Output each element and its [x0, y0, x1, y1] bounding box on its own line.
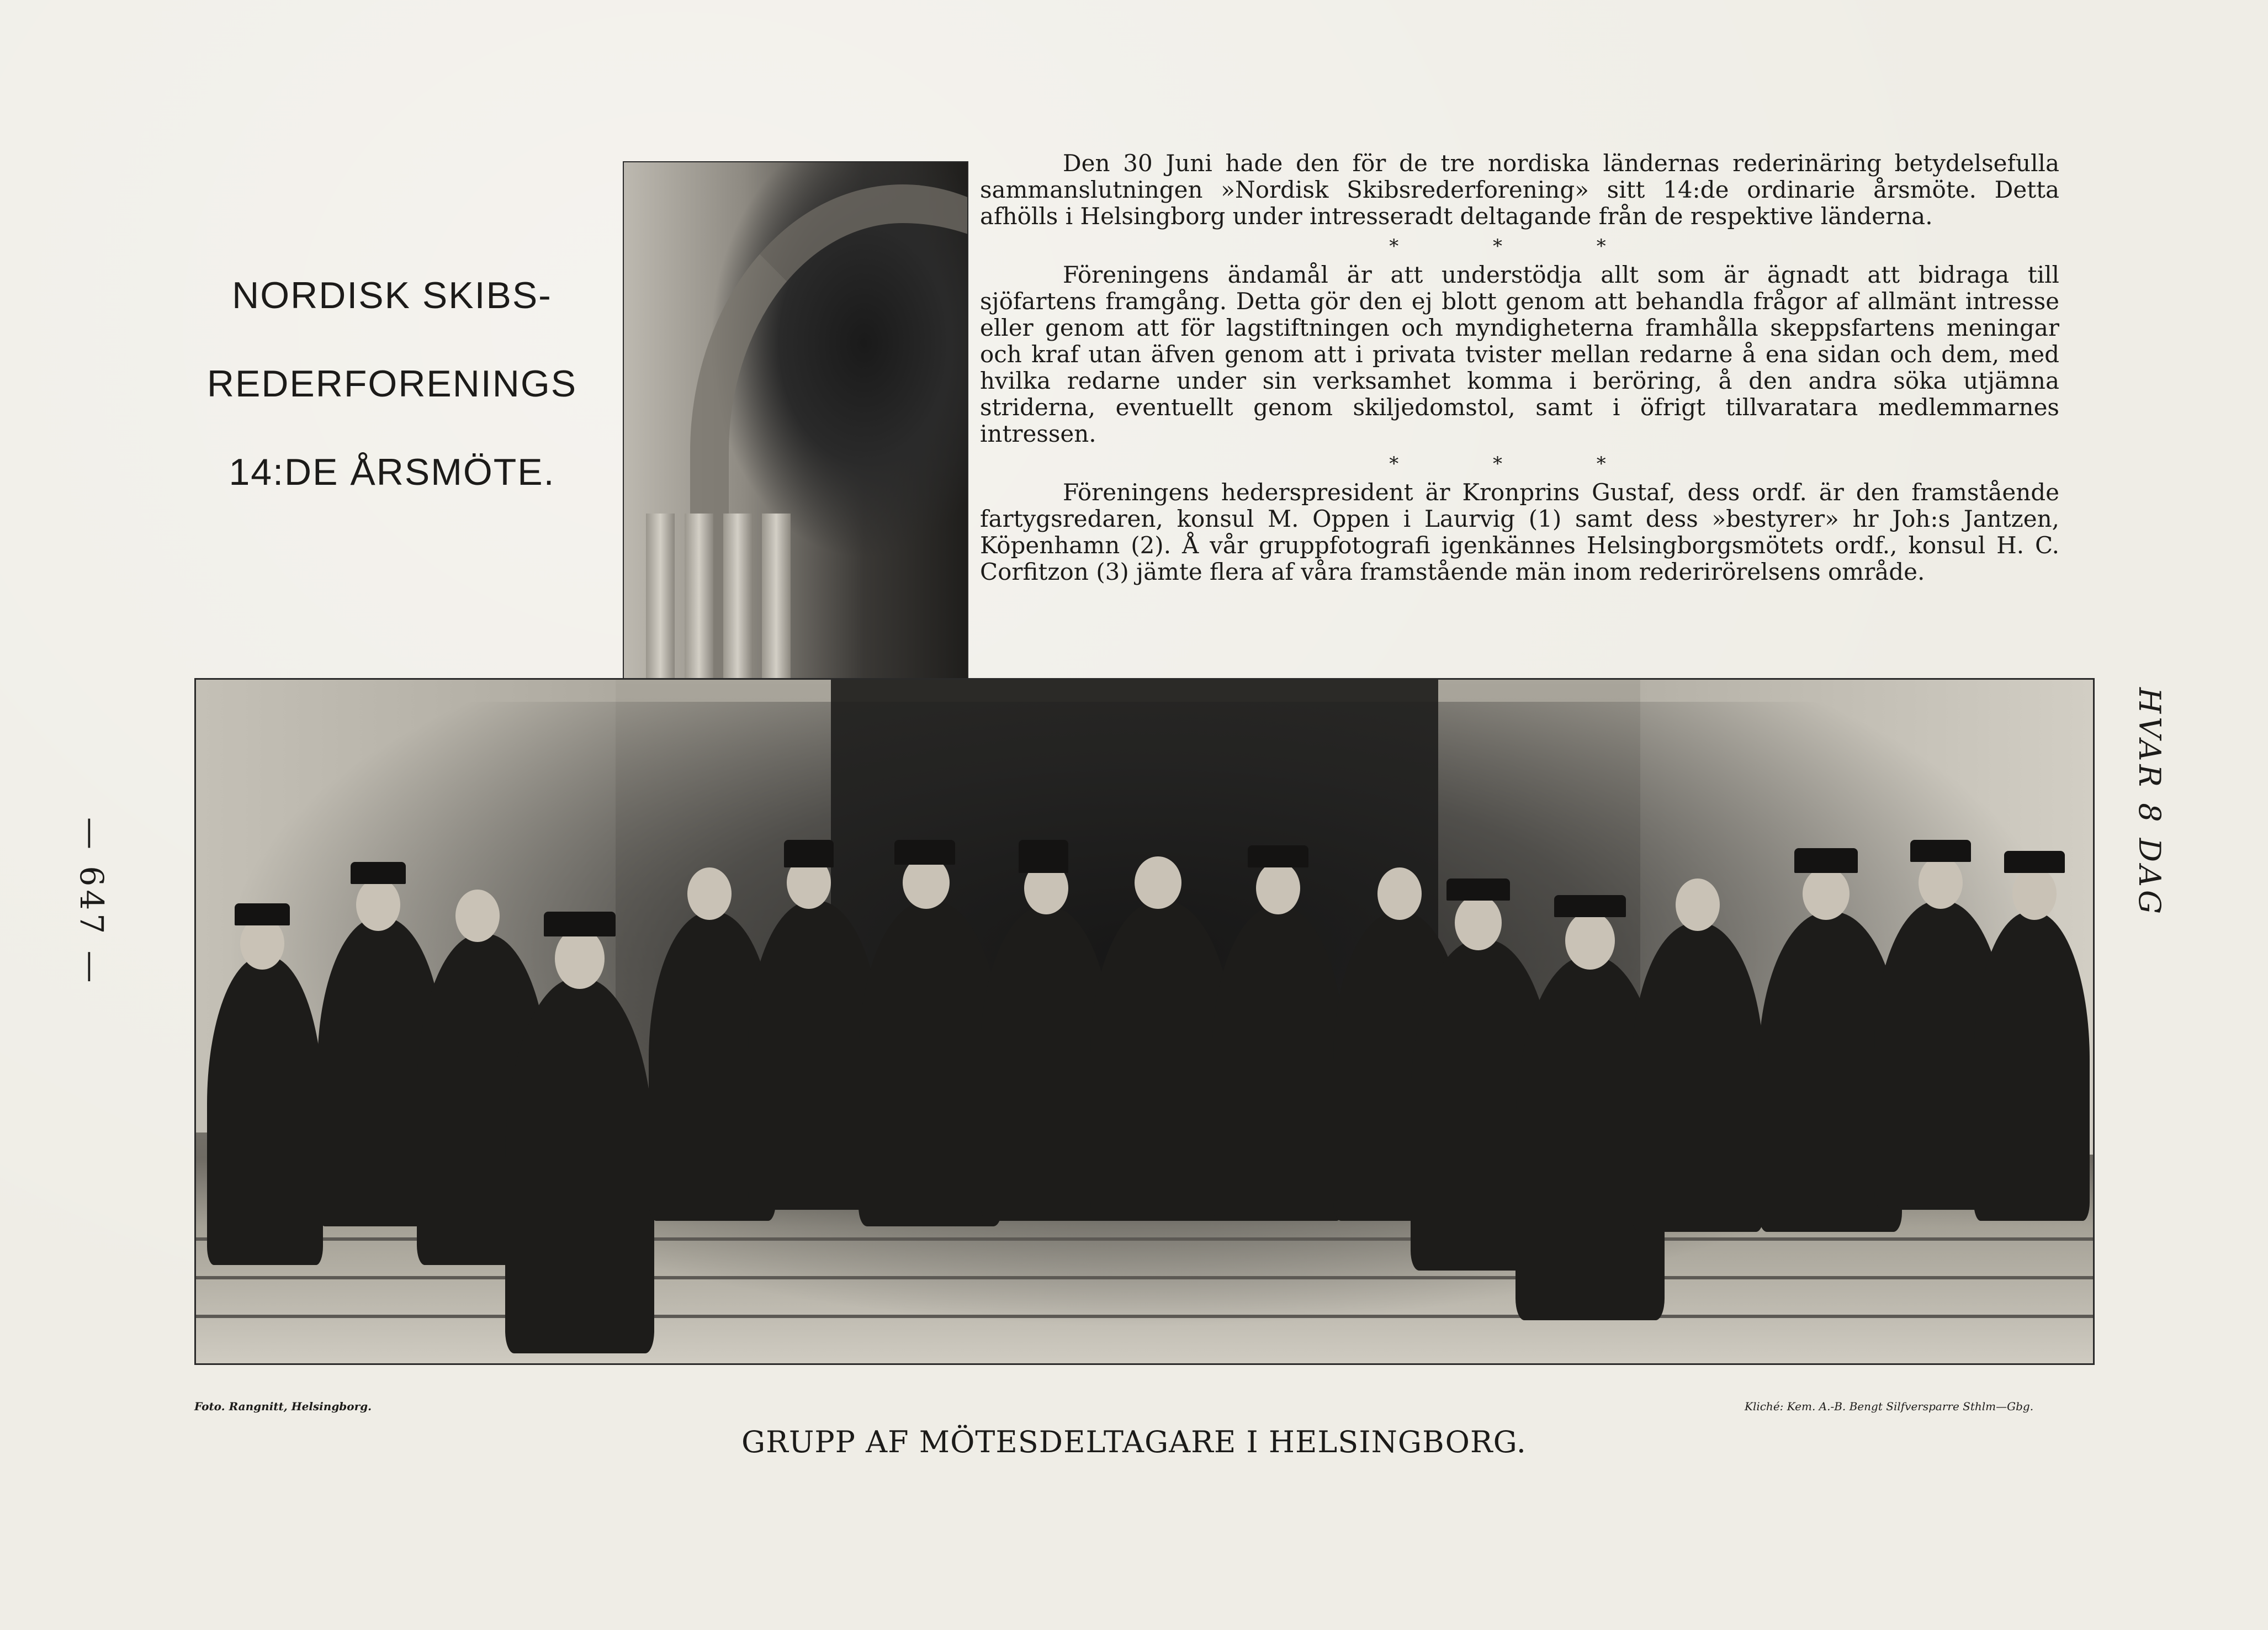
- article-body: [980, 150, 2059, 585]
- hat: [1554, 895, 1626, 917]
- hat: [351, 862, 406, 884]
- person-figure: [505, 978, 654, 1353]
- person-head: [1565, 912, 1615, 970]
- article-paragraph-2: Föreningens ändamål är att understödja allt som är ägnadt att bidraga till sjöfartens framgång. Detta gör den ej blott genom att behandla frågor af allmänt intresse eller genom att för lagstiftningen och myndigheterna framhålla skeppsfartens meningar och kraf utan äfven genom att i privata tvister mellan redarne å ena sidan och dem, med hvilka redarne under sin verksamhet komma i beröring, å den andra söka utjämna striderna, eventuellt genom skiljedomstol, samt i öfrigt tillvaratага medlemmarnes intressen.: [980, 261, 2059, 447]
- person-head: [687, 867, 732, 920]
- person-head: [1135, 856, 1181, 909]
- hat: [894, 840, 955, 865]
- hat: [1794, 848, 1858, 873]
- person-head: [455, 890, 500, 942]
- person-figure: [1631, 923, 1764, 1232]
- person-figure: [1212, 906, 1344, 1221]
- person-head: [1455, 895, 1502, 950]
- person-figure: [207, 956, 323, 1265]
- portal-column: [646, 514, 675, 679]
- top-hat: [784, 840, 834, 867]
- hat: [1248, 845, 1308, 867]
- photo-caption: GRUPP AF MÖTESDELTAGARE I HELSINGBORG.: [741, 1425, 1527, 1459]
- person-head: [1676, 878, 1720, 931]
- person-head: [1919, 856, 1963, 909]
- person-head: [1256, 862, 1300, 914]
- hat: [544, 912, 616, 936]
- person-head: [1377, 867, 1422, 920]
- hat: [1910, 840, 1971, 862]
- top-hat: [1019, 840, 1068, 873]
- group-photograph: [194, 678, 2095, 1365]
- title-line-3: 14:DE ÅRSMÖTE.: [229, 451, 555, 493]
- person-head: [555, 928, 605, 989]
- person-head: [356, 878, 400, 931]
- article-paragraph-3: Föreningens hederspresident är Kronprins Gustaf, dess ordf. är den framstående fartygsredaren, konsul M. Oppen i Laurvig (1) samt dess »bestyrer» hr Joh:s Jantzen, Köpenhamn (2). Å vår gruppfotografi igenkännes Helsingborgsmötets ordf., konsul H. C. Corfitzon (3) jämte flera af våra framstående män inom rederirörelsens område.: [980, 479, 2059, 585]
- church-portal-photo: [623, 161, 968, 680]
- masthead-vertical: HVAR 8 DAG: [2132, 687, 2167, 918]
- article-title: [182, 251, 602, 516]
- section-separator: * * *: [1389, 235, 1650, 257]
- portal-column: [685, 514, 713, 679]
- stair-step: [196, 1315, 2093, 1318]
- section-separator: * * *: [1389, 453, 1650, 475]
- title-line-1: NORDISK SKIBS-: [232, 274, 552, 316]
- portal-column: [762, 514, 791, 679]
- engraving-credit: Kliché: Kem. A.-B. Bengt Silfversparre Sthlm—Gbg.: [1745, 1400, 2034, 1413]
- hat: [235, 903, 290, 925]
- title-line-2: REDERFORENINGS: [206, 363, 577, 405]
- stair-step: [196, 1276, 2093, 1279]
- portal-column: [723, 514, 752, 679]
- person-head: [1803, 867, 1850, 920]
- page-number: — 647 —: [73, 817, 110, 986]
- photo-credit: Foto. Rangnitt, Helsingborg.: [194, 1400, 372, 1413]
- person-head: [2012, 867, 2057, 920]
- person-figure: [1974, 912, 2090, 1221]
- hat: [2004, 851, 2065, 873]
- article-paragraph-1: Den 30 Juni hade den för de tre nordiska ländernas rederinäring betydelsefulla sammanslutningen »Nordisk Skibsrederforening» sitt 14:de ordinarie årsmöte. Detta afhölls i Helsingborg under intresseradt deltagande från de respektive länderna.: [980, 150, 2059, 230]
- hat: [1446, 878, 1510, 901]
